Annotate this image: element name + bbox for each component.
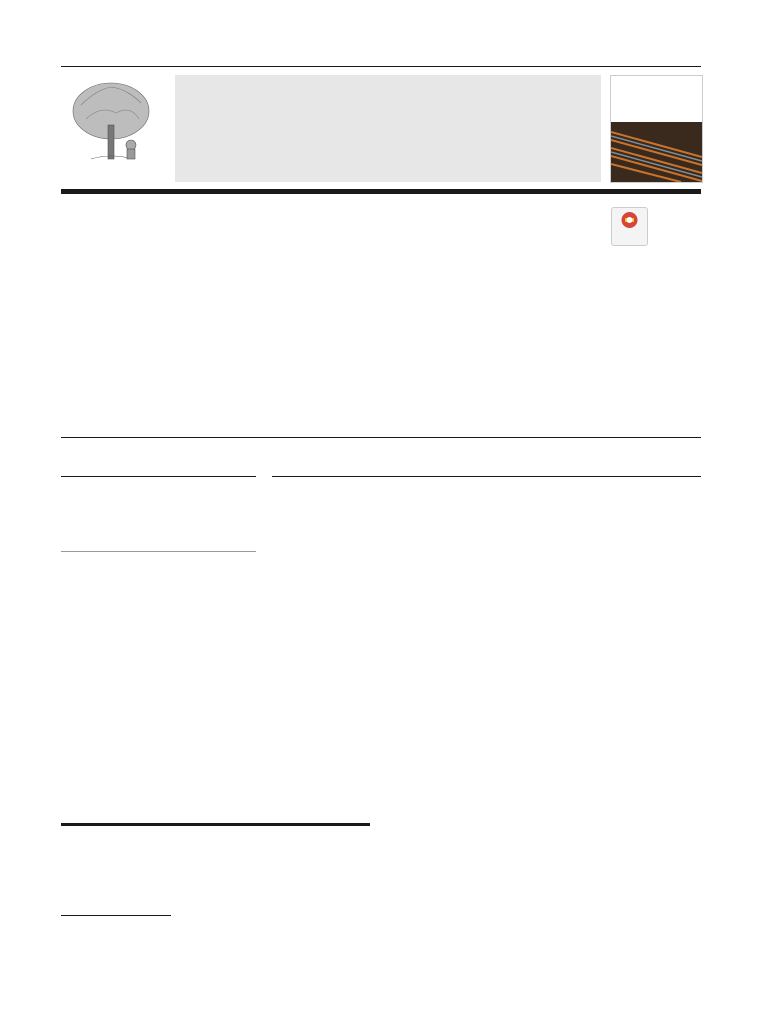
elsevier-logo [61,75,161,183]
footnotes [61,917,701,930]
abstract-rule [272,476,701,477]
top-rule [61,66,701,67]
header-thick-rule [61,189,701,194]
check-for-updates-badge[interactable] [611,207,648,246]
article-info-rule [61,476,256,477]
journal-banner [175,75,601,182]
keywords-rule [61,551,256,552]
section-rule [61,437,701,438]
elsevier-tree-icon [61,75,161,183]
footnote-rule [61,915,171,916]
intro-rule [61,823,370,826]
crossmark-icon [612,208,647,230]
section-heading-introduction [61,830,103,842]
journal-cover-thumbnail [610,75,703,183]
cover-image [611,122,702,182]
license-note [61,917,701,930]
